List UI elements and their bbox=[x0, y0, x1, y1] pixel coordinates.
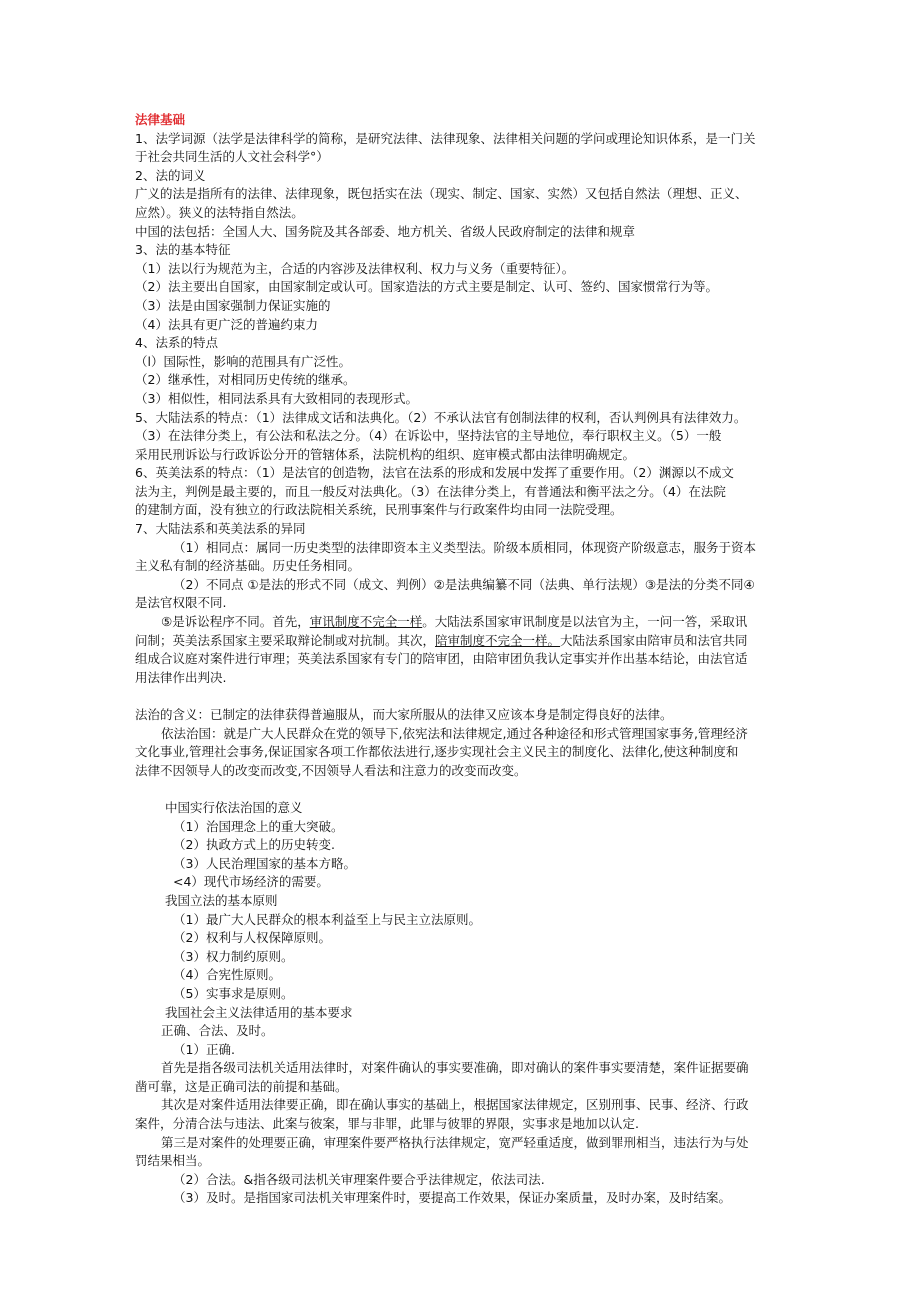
principles-item: （1）最广大人民群众的根本利益至上与民主立法原则。 bbox=[173, 911, 481, 927]
document-title: 法律基础 bbox=[135, 112, 186, 127]
rule-of-law-line-4: 法律不因领导人的改变而改变,不因领导人看法和注意力的改变而改变。 bbox=[135, 762, 527, 778]
section-7-procedure-line-1 bbox=[135, 613, 785, 632]
section-3-item: （1）法以行为规范为主，合适的内容涉及法律权利、权力与义务（重要特征）。 bbox=[135, 260, 575, 276]
principles-heading: 我国立法的基本原则 bbox=[165, 892, 278, 908]
meaning-heading: 中国实行依法治国的意义 bbox=[165, 799, 303, 815]
section-1-line-2: 于社会共同生活的人文社会科学°） bbox=[135, 149, 329, 165]
section-7-difference-line-2: 是法官权限不同. bbox=[135, 595, 227, 611]
principles-item: （3）权力制约原则。 bbox=[173, 948, 294, 964]
application-second-line-2: 案件，分清合法与违法、此案与彼案，罪与非罪，此罪与彼罪的界限，实事求是地加以认定. bbox=[135, 1116, 639, 1132]
meaning-item: （1）治国理念上的重大突破。 bbox=[173, 818, 344, 834]
text-run: 问制；英美法系国家主要采取辩论制或对抗制。其次， bbox=[135, 632, 436, 648]
section-7-procedure-line-4: 用法律作出判决. bbox=[135, 669, 227, 685]
section-3-item: （4）法具有更广泛的普遍约束力 bbox=[135, 316, 318, 332]
section-5-line-3: 采用民刑诉讼与行政诉讼分开的管辖体系，法院机构的组织、庭审模式都由法律明确规定。 bbox=[135, 446, 636, 462]
application-heading: 我国社会主义法律适用的基本要求 bbox=[165, 1004, 353, 1020]
section-3-item: （2）法主要出自国家，由国家制定或认可。国家造法的方式主要是制定、认可、签约、国家惯常行为等。 bbox=[135, 279, 718, 295]
application-legal-item: （2）合法。&指各级司法机关审理案件要合乎法律规定，依法司法. bbox=[173, 1171, 545, 1187]
spacer bbox=[135, 687, 785, 706]
application-summary: 正确、合法、及时。 bbox=[161, 1023, 274, 1039]
section-2-line-3: 中国的法包括：全国人大、国务院及其各部委、地方机关、省级人民政府制定的法律和规章 bbox=[135, 223, 636, 239]
meaning-item: <4）现代市场经济的需要。 bbox=[173, 874, 329, 890]
meaning-item: （2）执政方式上的历史转变. bbox=[173, 837, 335, 853]
section-2-line-1: 广义的法是指所有的法律、法律现象，既包括实在法（现实、制定、国家、实然）又包括自然法（理想、正义、 bbox=[135, 186, 748, 202]
section-4-item: （3）相似性，相同法系具有大致相同的表现形式。 bbox=[135, 390, 418, 406]
spacer bbox=[135, 780, 785, 799]
section-2-heading: 2、法的词义 bbox=[135, 167, 206, 183]
rule-of-law-line-2: 依法治国：就是广大人民群众在党的领导下,依宪法和法律规定,通过各种途径和形式管理国家事务,管理经济 bbox=[161, 725, 748, 741]
section-7-difference-line-1: （2）不同点 ①是法的形式不同（成文、判例）②是法典编纂不同（法典、单行法规）③是法的分类不同④ bbox=[173, 576, 755, 592]
section-6-line-2: 法为主，判例是最主要的，而且一般反对法典化。（3）在法律分类上，有普通法和衡平法之分。（4）在法院 bbox=[135, 483, 726, 499]
application-second-line-1: 其次是对案件适用法律要正确，即在确认事实的基础上，根据国家法律规定，区别刑事、民事、经济、行政 bbox=[161, 1097, 749, 1113]
application-third-line-2: 罚结果相当。 bbox=[135, 1153, 211, 1169]
section-3-item: （3）法是由国家强制力保证实施的 bbox=[135, 297, 331, 313]
section-4-item: （2）继承性，对相同历史传统的继承。 bbox=[135, 372, 356, 388]
section-2-line-2: 应然）。狭义的法特指自然法。 bbox=[135, 204, 304, 220]
principles-item: （2）权利与人权保障原则。 bbox=[173, 930, 331, 946]
document-page bbox=[135, 111, 785, 1208]
text-run: 。大陆法系国家审讯制度是以法官为主，一问一答，采取讯 bbox=[422, 614, 748, 630]
section-5-line-1: 5、大陆法系的特点：（1）法律成文话和法典化。（2）不承认法官有创制法律的权利，否认判例具有法律效力。 bbox=[135, 409, 747, 425]
section-4-heading: 4、法系的特点 bbox=[135, 335, 218, 351]
section-7-procedure-line-3: 组成合议庭对案件进行审理；英美法系国家有专门的陪审团，由陪审团负我认定事实并作出基本结论，由法官适 bbox=[135, 651, 748, 667]
section-7-similarity-line-1: （1）相同点：属同一历史类型的法律即资本主义类型法。阶级本质相同，体现资产阶级意志，服务于资本 bbox=[173, 539, 756, 555]
meaning-item: （3）人民治理国家的基本方略。 bbox=[173, 855, 356, 871]
text-run: 大陆法系国家由陪审员和法官共同 bbox=[560, 632, 748, 648]
section-3-heading: 3、法的基本特征 bbox=[135, 242, 231, 258]
text-run: ⑤是诉讼程序不同。首先， bbox=[161, 614, 310, 630]
section-1-line-1: 1、法学词源（法学是法律科学的简称，是研究法律、法律现象、法律相关问题的学问或理论知识体系，是一门关 bbox=[135, 130, 756, 146]
rule-of-law-definition: 法治的含义：已制定的法律获得普遍服从，而大家所服从的法律又应该本身是制定得良好的法律。 bbox=[135, 707, 673, 722]
section-7-similarity-line-2: 主义私有制的经济基础。历史任务相同。 bbox=[135, 558, 361, 574]
principles-item: （5）实事求是原则。 bbox=[173, 985, 294, 1001]
section-6-line-3: 的建制方面，没有独立的行政法院相关系统，民刑事案件与行政案件均由同一法院受理。 bbox=[135, 502, 623, 518]
application-first-line-1: 首先是指各级司法机关适用法律时，对案件确认的事实要准确，即对确认的案件事实要清楚，案件证据要确 bbox=[161, 1060, 749, 1076]
underlined-term: 审讯制度不完全一样 bbox=[309, 614, 423, 630]
section-7-heading: 7、大陆法系和英美法系的异同 bbox=[135, 521, 306, 537]
section-5-line-2: （3）在法律分类上，有公法和私法之分。（4）在诉讼中，坚持法官的主导地位，奉行职权主义。（5）一般 bbox=[135, 428, 722, 444]
application-timely-item: （3）及时。是指国家司法机关审理案件时，要提高工作效果，保证办案质量，及时办案，及时结案。 bbox=[173, 1190, 731, 1206]
section-7-procedure-line-2 bbox=[135, 632, 785, 651]
application-third-line-1: 第三是对案件的处理要正确，审理案件要严格执行法律规定，宽严轻重适度，做到罪刑相当，违法行为与处 bbox=[161, 1134, 749, 1150]
application-first-line-2: 凿可靠，这是正确司法的前提和基础。 bbox=[135, 1078, 348, 1094]
underlined-term: 陪审制度不完全一样。 bbox=[435, 632, 561, 648]
application-correct-heading: （1）正确. bbox=[173, 1041, 235, 1057]
rule-of-law-line-3: 文化事业,管理社会事务,保证国家各项工作都依法进行,逐步实现社会主义民主的制度化、法律化,使这种制度和 bbox=[135, 744, 739, 760]
section-4-item: （l）国际性，影响的范围具有广泛性。 bbox=[135, 353, 351, 369]
section-6-line-1: 6、英美法系的特点：（1）是法官的创造物，法官在法系的形成和发展中发挥了重要作用。（2）渊源以不成文 bbox=[135, 465, 734, 481]
principles-item: （4）合宪性原则。 bbox=[173, 967, 281, 983]
